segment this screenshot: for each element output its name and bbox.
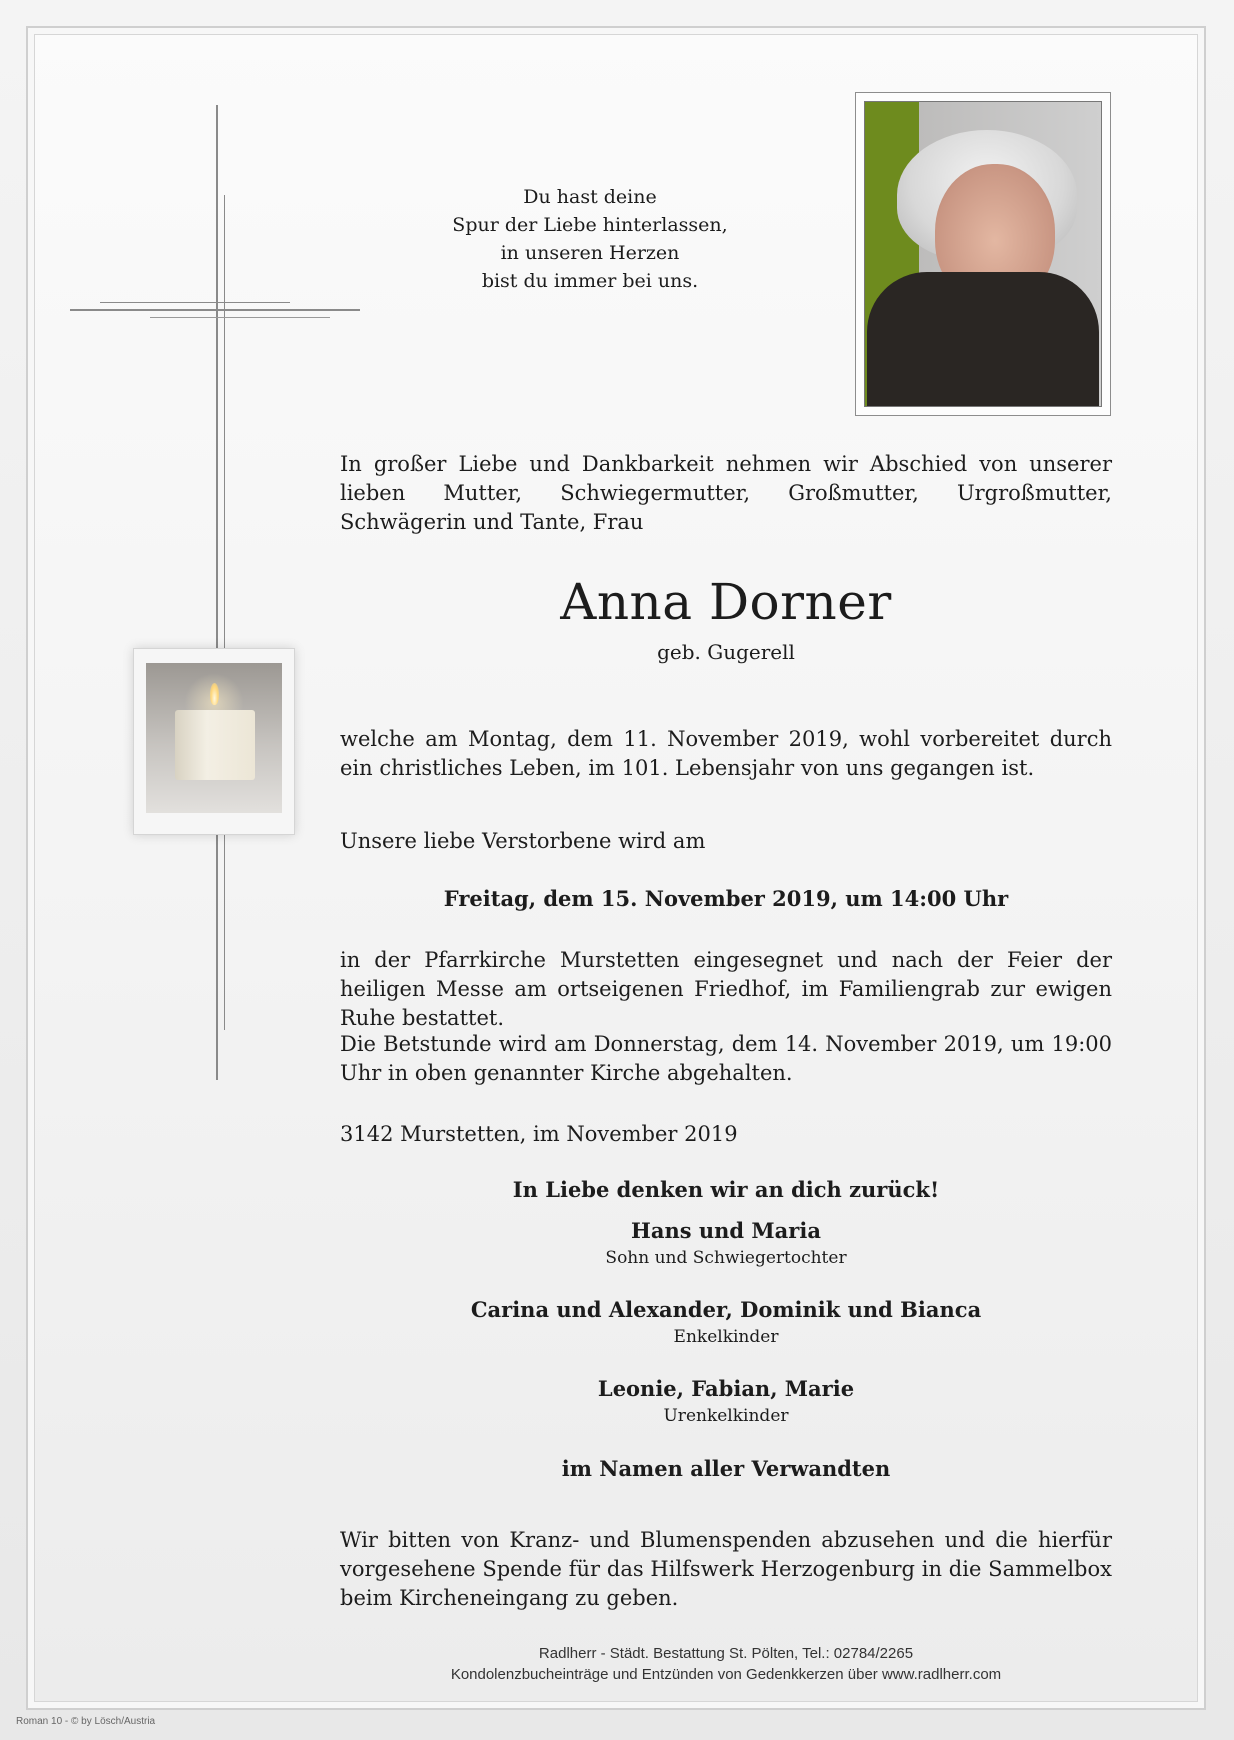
family-relation: Enkelkinder	[673, 1327, 779, 1347]
burial-intro: Unsere liebe Verstorbene wird am	[340, 829, 706, 853]
poem-line: bist du immer bei uns.	[481, 270, 699, 292]
poem-line: Du hast deine	[523, 186, 657, 208]
footer-line: Radlherr - Städt. Bestattung St. Pölten, Tel.: 02784/2265	[538, 1645, 914, 1662]
all-relatives: im Namen aller Verwandten	[561, 1456, 891, 1481]
prayer-text: Die Betstunde wird am Donnerstag, dem 14. November 2019, um 19:00 Uhr in oben genannter Kirche abgehalten.	[340, 1032, 1112, 1085]
family-names: Hans und Maria	[631, 1218, 821, 1243]
candle-icon	[146, 663, 282, 813]
cross-horizontal-line	[100, 302, 290, 303]
candle-picture	[133, 648, 295, 835]
death-text: welche am Montag, dem 11. November 2019, wohl vorbereitet durch ein christliches Leben, im 101. Lebensjahr von uns gegangen ist.	[340, 727, 1112, 780]
intro-text: In großer Liebe und Dankbarkeit nehmen wir Abschied von unserer lieben Mutter, Schwiegermutter, Großmutter, Urgroßmutter, Schwägerin und Tante, Frau	[340, 452, 1112, 534]
family-names: Leonie, Fabian, Marie	[597, 1376, 855, 1401]
footer-line: Kondolenzbucheinträge und Entzünden von Gedenkkerzen über www.radlherr.com	[450, 1666, 1002, 1683]
corner-note: Roman 10 - © by Lösch/Austria	[16, 1716, 156, 1727]
burial-date: Freitag, dem 15. November 2019, um 14:00 Uhr	[443, 886, 1009, 911]
family-relation: Urenkelkinder	[663, 1406, 789, 1426]
family-relation: Sohn und Schwiegertochter	[605, 1248, 847, 1268]
cross-vertical-line	[216, 105, 218, 1080]
cross-horizontal-line	[70, 309, 360, 311]
place-date: 3142 Murstetten, im November 2019	[340, 1122, 738, 1146]
birth-name: geb. Gugerell	[657, 640, 795, 664]
portrait-frame	[855, 92, 1111, 416]
poem	[440, 183, 740, 295]
footer	[340, 1643, 1112, 1685]
poem-line: in unseren Herzen	[500, 242, 680, 264]
cross-horizontal-line	[150, 317, 330, 318]
donation-text: Wir bitten von Kranz- und Blumenspenden abzusehen und die hierfür vorgesehene Spende für das Hilfswerk Herzogenburg in die Sammelbox beim Kircheneingang zu geben.	[340, 1528, 1112, 1610]
poem-line: Spur der Liebe hinterlassen,	[452, 214, 728, 236]
closing-line: In Liebe denken wir an dich zurück!	[512, 1177, 940, 1202]
ceremony-text: in der Pfarrkirche Murstetten eingesegnet und nach der Feier der heiligen Messe am ortseigenen Friedhof, im Familiengrab zur ewigen Ruhe bestattet.	[340, 948, 1112, 1030]
family-names: Carina und Alexander, Dominik und Bianca	[470, 1297, 982, 1322]
portrait-photo	[864, 101, 1102, 407]
deceased-name: Anna Dorner	[560, 573, 892, 631]
cross-vertical-line	[224, 195, 225, 1030]
